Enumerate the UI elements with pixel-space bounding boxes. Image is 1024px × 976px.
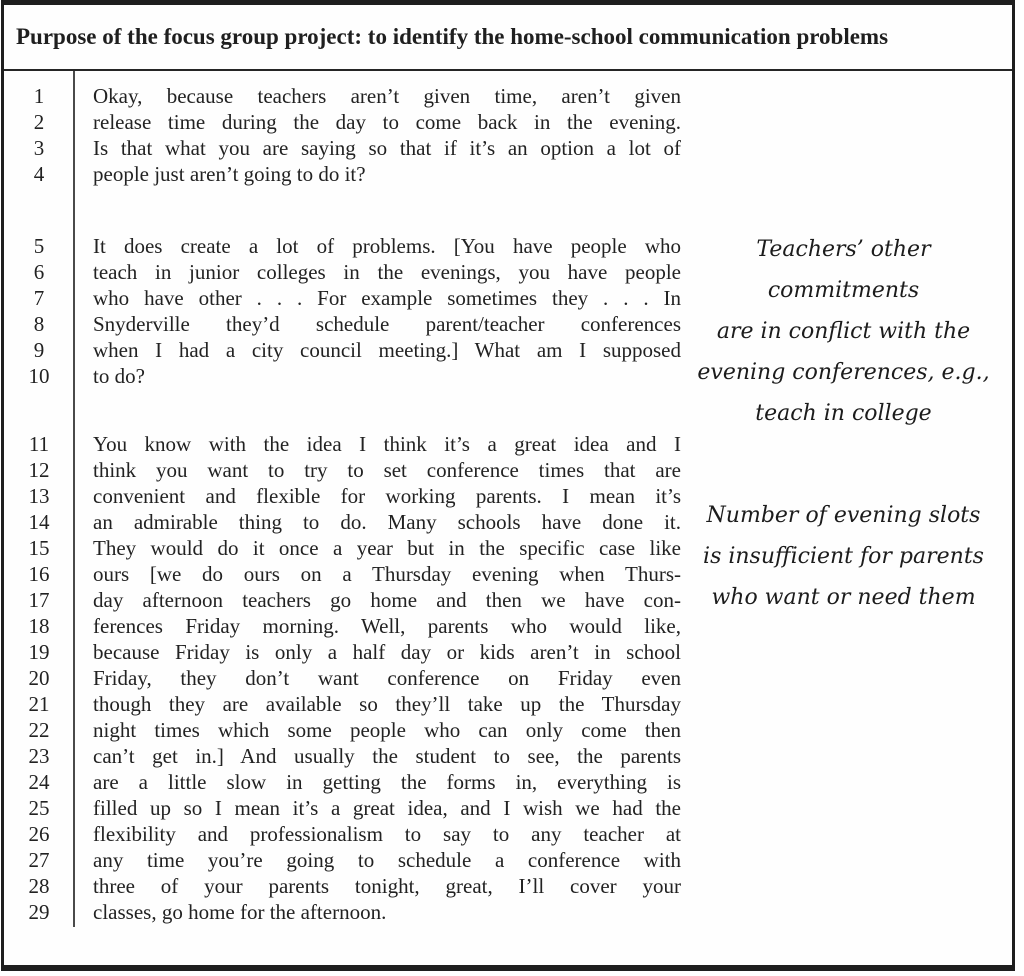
line-number: 26 — [28, 822, 50, 846]
transcript-line: are a little slow in getting the forms in, everything is — [93, 770, 681, 794]
margin-note-line: evening conferences, e.g., — [697, 360, 990, 385]
transcript-line: Friday, they don’t want conference on Friday even — [93, 666, 681, 690]
line-number: 23 — [28, 744, 50, 768]
line-number: 6 — [33, 260, 45, 284]
transcript-line: teach in junior colleges in the evenings, you have people — [93, 260, 681, 284]
transcript-line: Is that what you are saying so that if it’s an option a lot of — [93, 136, 681, 160]
line-number-group — [4, 233, 74, 389]
transcript-line: an admirable thing to do. Many schools have done it. — [93, 510, 681, 534]
transcript-line: filled up so I mean it’s a great idea, and I wish we had the — [93, 796, 681, 820]
column-divider — [73, 71, 75, 927]
line-number: 11 — [28, 432, 50, 456]
transcript-paragraph — [93, 83, 681, 187]
line-number: 14 — [28, 510, 50, 534]
margin-note — [685, 229, 1002, 434]
transcript-column — [74, 83, 681, 925]
transcript-line: They would do it once a year but in the specific case like — [93, 536, 681, 560]
line-number: 3 — [33, 136, 45, 160]
line-number-column — [4, 83, 74, 925]
transcript-line: three of your parents tonight, great, I’ll cover your — [93, 874, 681, 898]
transcript-line: because Friday is only a half day or kids aren’t in school — [93, 640, 681, 664]
transcript-line: You know with the idea I think it’s a great idea and I — [93, 432, 681, 456]
margin-note-line: Teachers’ other commitments — [756, 237, 931, 303]
transcript-paragraph — [93, 431, 681, 925]
transcript-line: people just aren’t going to do it? — [93, 162, 366, 186]
line-number: 5 — [33, 234, 45, 258]
margin-note — [685, 495, 1002, 618]
line-number: 19 — [28, 640, 50, 664]
transcript-line: to do? — [93, 364, 145, 388]
line-number: 10 — [28, 364, 50, 388]
transcript-line: convenient and flexible for working parents. I mean it’s — [93, 484, 681, 508]
transcript-line: flexibility and professionalism to say to any teacher at — [93, 822, 681, 846]
line-number: 15 — [28, 536, 50, 560]
transcript-line: It does create a lot of problems. [You have people who — [93, 234, 681, 258]
line-number-group — [4, 431, 74, 925]
transcript-line: day afternoon teachers go home and then we have con- — [93, 588, 681, 612]
margin-notes-column — [681, 83, 1012, 925]
margin-note-line: is insufficient for parents — [703, 544, 984, 569]
page-title: Purpose of the focus group project: to identify the home-school communication problems — [16, 24, 889, 49]
margin-note-line: Number of evening slots — [706, 503, 981, 528]
line-number: 25 — [28, 796, 50, 820]
line-number: 22 — [28, 718, 50, 742]
line-number: 28 — [28, 874, 50, 898]
line-number-group — [4, 83, 74, 187]
transcript-line: ferences Friday morning. Well, parents who would like, — [93, 614, 681, 638]
line-number: 2 — [33, 110, 45, 134]
line-number: 21 — [28, 692, 50, 716]
line-number: 18 — [28, 614, 50, 638]
line-number: 9 — [33, 338, 45, 362]
page-header — [4, 5, 1012, 71]
margin-note-line: teach in college — [755, 401, 932, 426]
transcript-line: ours [we do ours on a Thursday evening when Thurs- — [93, 562, 681, 586]
margin-note-line: who want or need them — [711, 585, 976, 610]
line-number: 16 — [28, 562, 50, 586]
line-number: 17 — [28, 588, 50, 612]
line-number: 7 — [33, 286, 45, 310]
line-number: 20 — [28, 666, 50, 690]
transcript-body — [4, 71, 1012, 925]
line-number: 8 — [33, 312, 45, 336]
line-number: 29 — [28, 900, 50, 924]
transcript-line: Snyderville they’d schedule parent/teacher conferences — [93, 312, 681, 336]
transcript-line: classes, go home for the afternoon. — [93, 900, 387, 924]
line-number: 24 — [28, 770, 50, 794]
line-number: 4 — [33, 162, 45, 186]
transcript-line: release time during the day to come back in the evening. — [93, 110, 681, 134]
line-number: 12 — [28, 458, 50, 482]
line-number: 27 — [28, 848, 50, 872]
transcript-paragraph — [93, 233, 681, 389]
page-frame — [1, 0, 1015, 971]
transcript-line: Okay, because teachers aren’t given time, aren’t given — [93, 84, 681, 108]
transcript-line: who have other . . . For example sometimes they . . . In — [93, 286, 681, 310]
transcript-line: can’t get in.] And usually the student to see, the parents — [93, 744, 681, 768]
transcript-line: think you want to try to set conference times that are — [93, 458, 681, 482]
transcript-line: when I had a city council meeting.] What am I supposed — [93, 338, 681, 362]
transcript-line: any time you’re going to schedule a conference with — [93, 848, 681, 872]
transcript-line: night times which some people who can only come then — [93, 718, 681, 742]
transcript-line: though they are available so they’ll take up the Thursday — [93, 692, 681, 716]
line-number: 13 — [28, 484, 50, 508]
line-number: 1 — [33, 84, 45, 108]
margin-note-line: are in conflict with the — [716, 319, 971, 344]
